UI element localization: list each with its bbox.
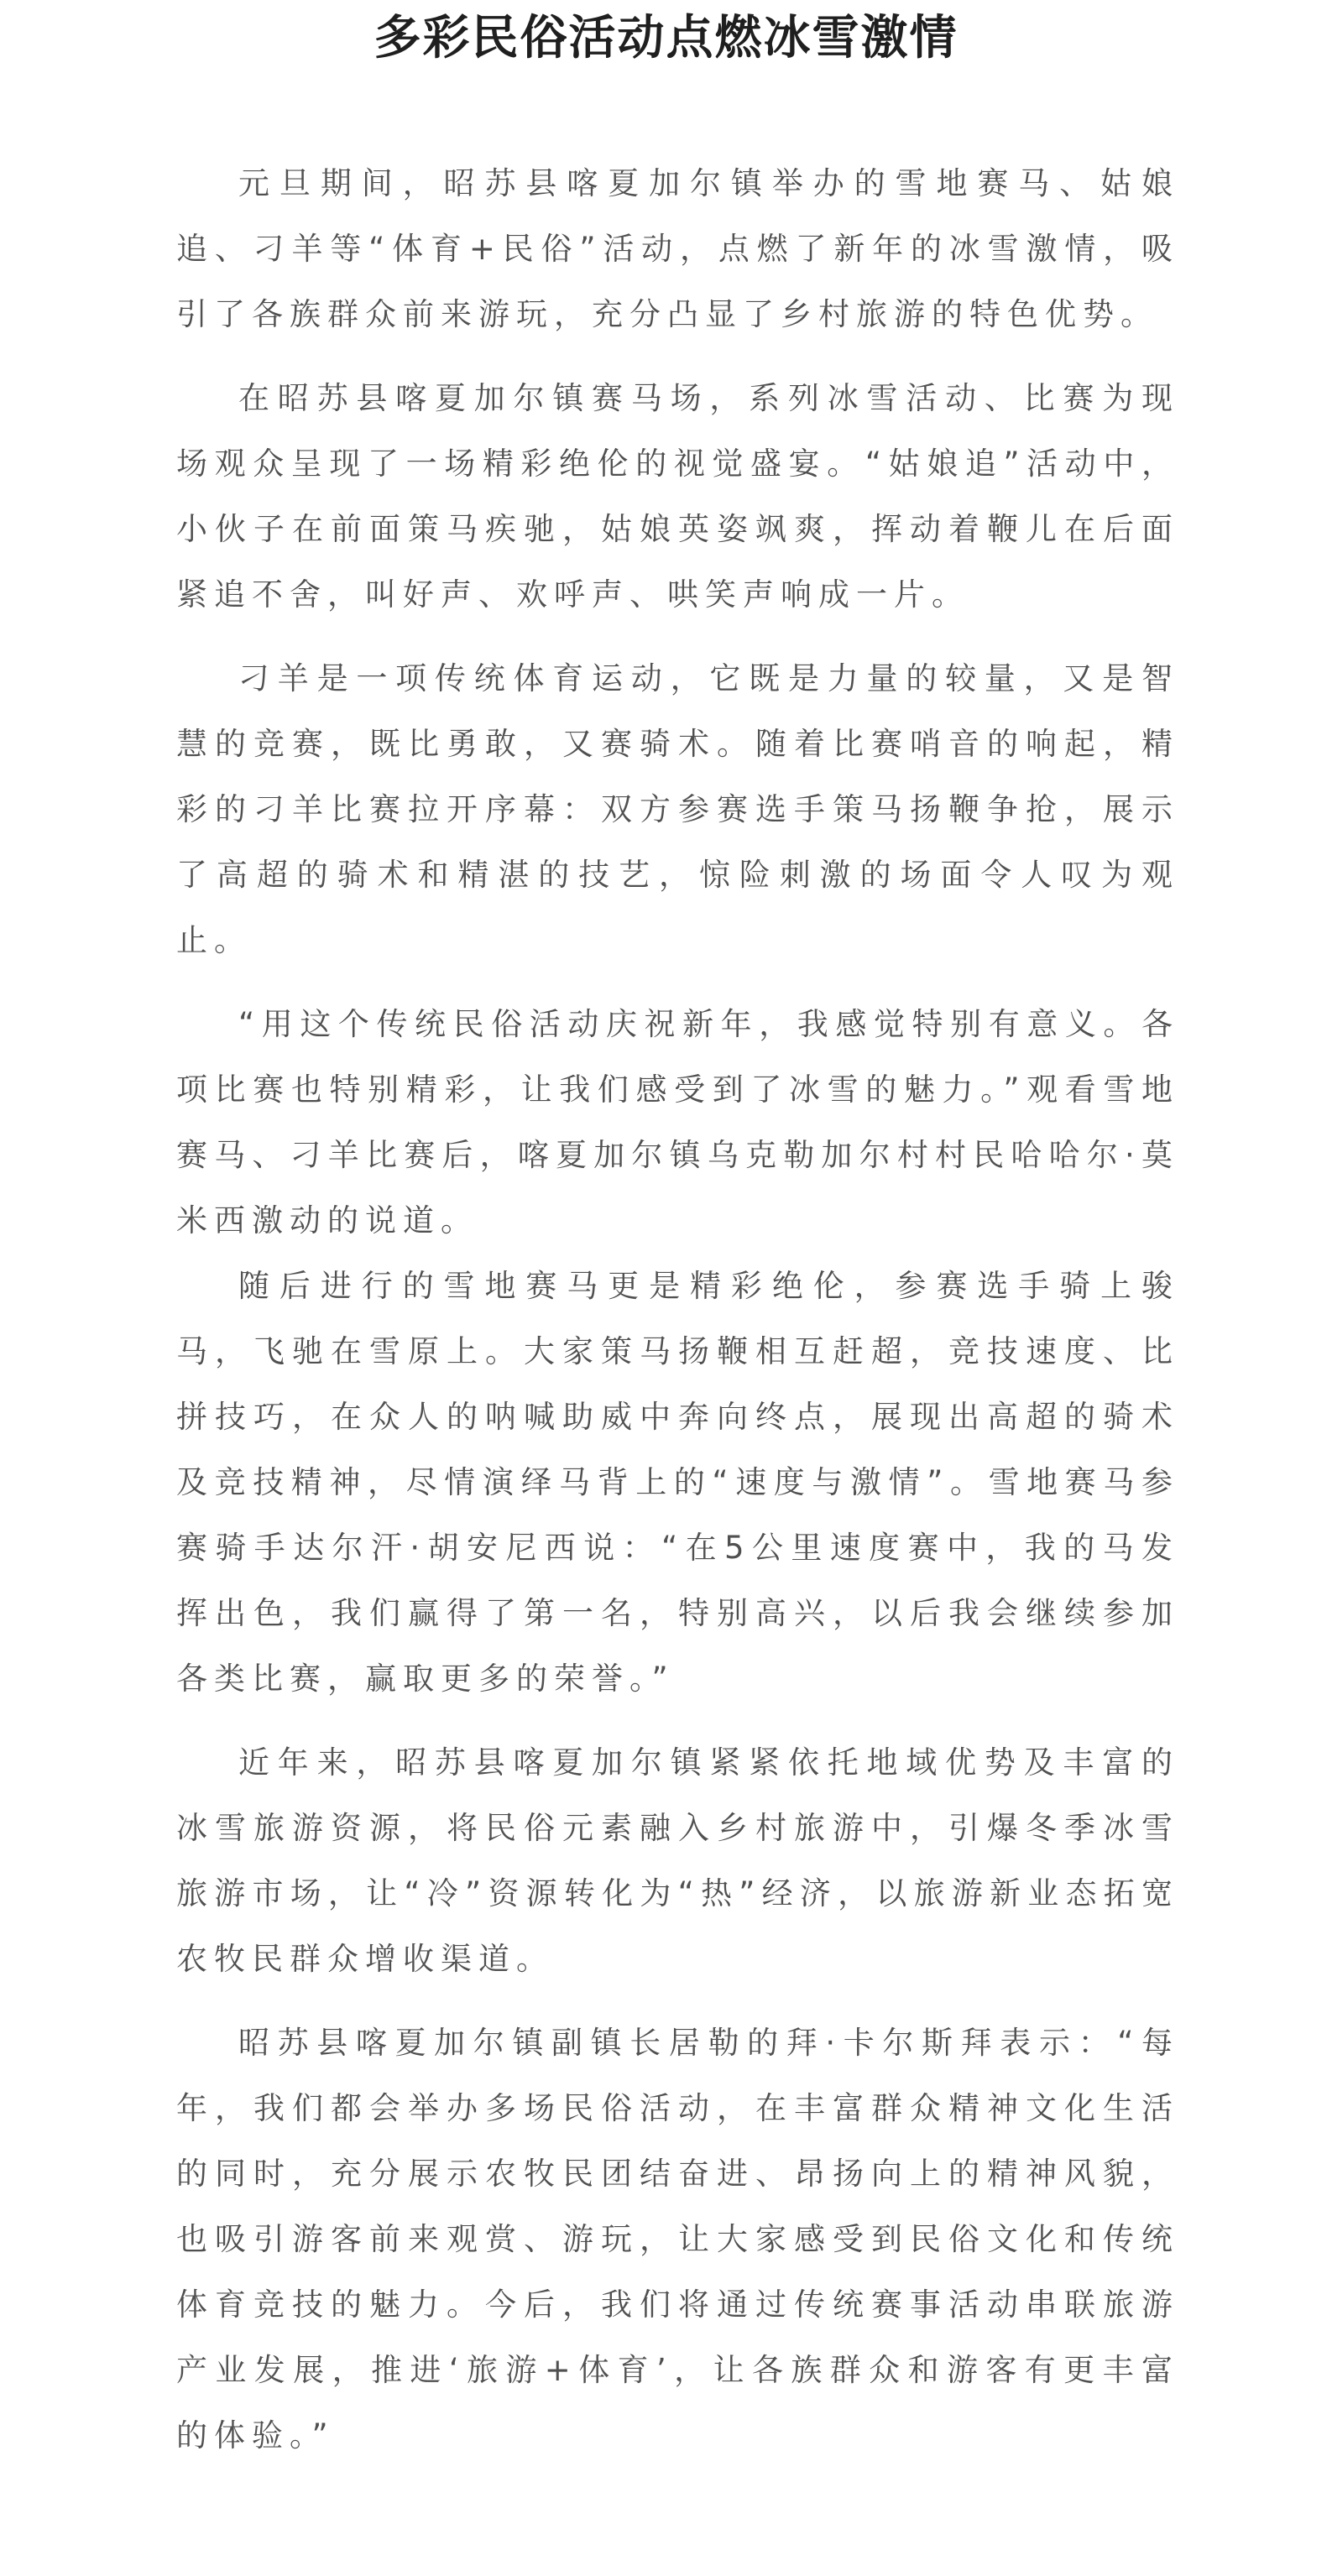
article-paragraph: 元旦期间，昭苏县喀夏加尔镇举办的雪地赛马、姑娘追、刁羊等“体育+民俗”活动，点燃了新年的冰雪激情，吸引了各族群众前来游玩，充分凸显了乡村旅游的特色优势。 <box>176 165 1179 332</box>
article-paragraph: 在昭苏县喀夏加尔镇赛马场，系列冰雪活动、比赛为现场观众呈现了一场精彩绝伦的视觉盛宴。“姑娘追”活动中，小伙子在前面策马疾驰，姑娘英姿飒爽，挥动着鞭儿在后面紧追不舍，叫好声、欢呼声、哄笑声响成一片。 <box>176 380 1179 613</box>
article-title: 多彩民俗活动点燃冰雪激情 <box>373 11 959 65</box>
article-body <box>176 151 1179 2469</box>
article-paragraph: 随后进行的雪地赛马更是精彩绝伦，参赛选手骑上骏马，飞驰在雪原上。大家策马扬鞭相互赶超，竞技速度、比拼技巧，在众人的呐喊助威中奔向终点，展现出高超的骑术及竞技精神，尽情演绎马背上的“速度与激情”。雪地赛马参赛骑手达尔汗·胡安尼西说：“在5公里速度赛中，我的马发挥出色，我们赢得了第一名，特别高兴，以后我会继续参加各类比赛，赢取更多的荣誉。” <box>176 1268 1179 1697</box>
article-paragraph: “用这个传统民俗活动庆祝新年，我感觉特别有意义。各项比赛也特别精彩，让我们感受到了冰雪的魅力。”观看雪地赛马、刁羊比赛后，喀夏加尔镇乌克勒加尔村村民哈哈尔·莫米西激动的说道。 <box>176 1006 1179 1238</box>
article-paragraph: 刁羊是一项传统体育运动，它既是力量的较量，又是智慧的竞赛，既比勇敢，又赛骑术。随着比赛哨音的响起，精彩的刁羊比赛拉开序幕：双方参赛选手策马扬鞭争抢，展示了高超的骑术和精湛的技艺，惊险刺激的场面令人叹为观止。 <box>176 660 1179 958</box>
article-paragraph: 近年来，昭苏县喀夏加尔镇紧紧依托地域优势及丰富的冰雪旅游资源，将民俗元素融入乡村旅游中，引爆冬季冰雪旅游市场，让“冷”资源转化为“热”经济，以旅游新业态拓宽农牧民群众增收渠道。 <box>176 1744 1179 1977</box>
article-paragraph: 昭苏县喀夏加尔镇副镇长居勒的拜·卡尔斯拜表示：“每年，我们都会举办多场民俗活动，在丰富群众精神文化生活的同时，充分展示农牧民团结奋进、昂扬向上的精神风貌，也吸引游客前来观赏、游玩，让大家感受到民俗文化和传统体育竞技的魅力。今后，我们将通过传统赛事活动串联旅游产业发展，推进‘旅游+体育’，让各族群众和游客有更丰富的体验。” <box>176 2025 1179 2453</box>
